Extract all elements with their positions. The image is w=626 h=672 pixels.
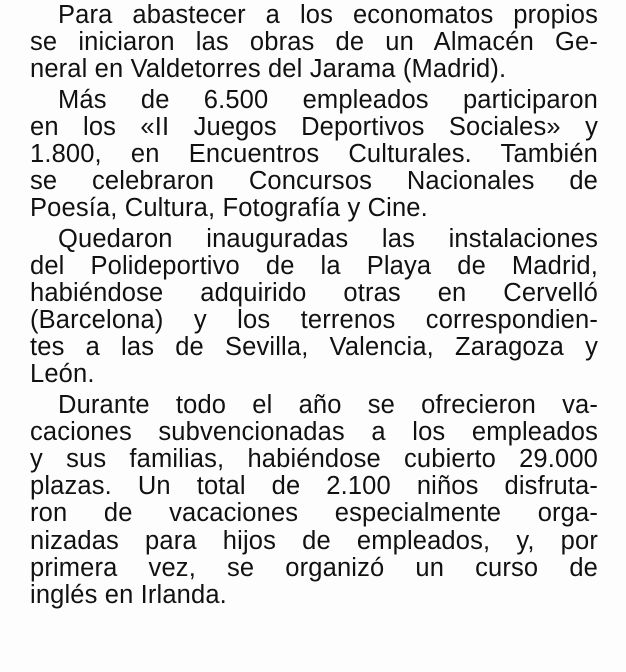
paragraph-vacaciones bbox=[30, 392, 598, 610]
text-line: del Polideportivo de la Playa de Madrid, bbox=[30, 251, 598, 280]
text-line: Durante todo el año se ofrecieron va- bbox=[58, 390, 598, 419]
text-line: Para abastecer a los economatos propios bbox=[58, 1, 598, 29]
text-line: y sus familias, habiéndose cubierto 29.000 bbox=[30, 445, 598, 473]
text-line: tes a las de Sevilla, Valencia, Zaragoza y bbox=[30, 333, 598, 362]
text-line: Más de 6.500 empleados participaron bbox=[58, 85, 598, 114]
text-line: Poesía, Cultura, Fotografía y Cine. bbox=[30, 194, 428, 223]
text-line: en los «II Juegos Deportivos Sociales» y bbox=[30, 112, 598, 141]
text-line: León. bbox=[30, 360, 95, 389]
text-line: (Barcelona) y los terrenos correspondien- bbox=[30, 306, 598, 335]
text-line: habiéndose adquirido otras en Cervelló bbox=[30, 278, 598, 307]
text-line: inglés en Irlanda. bbox=[30, 580, 227, 609]
text-column bbox=[30, 2, 598, 612]
text-line: primera vez, se organizó un curso de bbox=[30, 553, 598, 582]
text-line: nizadas para hijos de empleados, y, por bbox=[30, 526, 598, 555]
text-line: plazas. Un total de 2.100 niños disfruta- bbox=[30, 472, 598, 501]
paragraph-economatos bbox=[30, 2, 598, 84]
paragraph-juegos-deportivos bbox=[30, 87, 598, 223]
text-line: 1.800, en Encuentros Culturales. También bbox=[30, 139, 598, 168]
paragraph-polideportivo bbox=[30, 226, 598, 389]
text-line: ron de vacaciones especialmente orga- bbox=[30, 499, 598, 528]
text-line: caciones subvencionadas a los empleados bbox=[30, 417, 598, 446]
text-line: Quedaron inauguradas las instalaciones bbox=[58, 224, 598, 253]
text-line: se celebraron Concursos Nacionales de bbox=[30, 167, 598, 196]
text-line: se iniciaron las obras de un Almacén Ge- bbox=[30, 28, 598, 57]
text-line: neral en Valdetorres del Jarama (Madrid). bbox=[30, 55, 507, 84]
